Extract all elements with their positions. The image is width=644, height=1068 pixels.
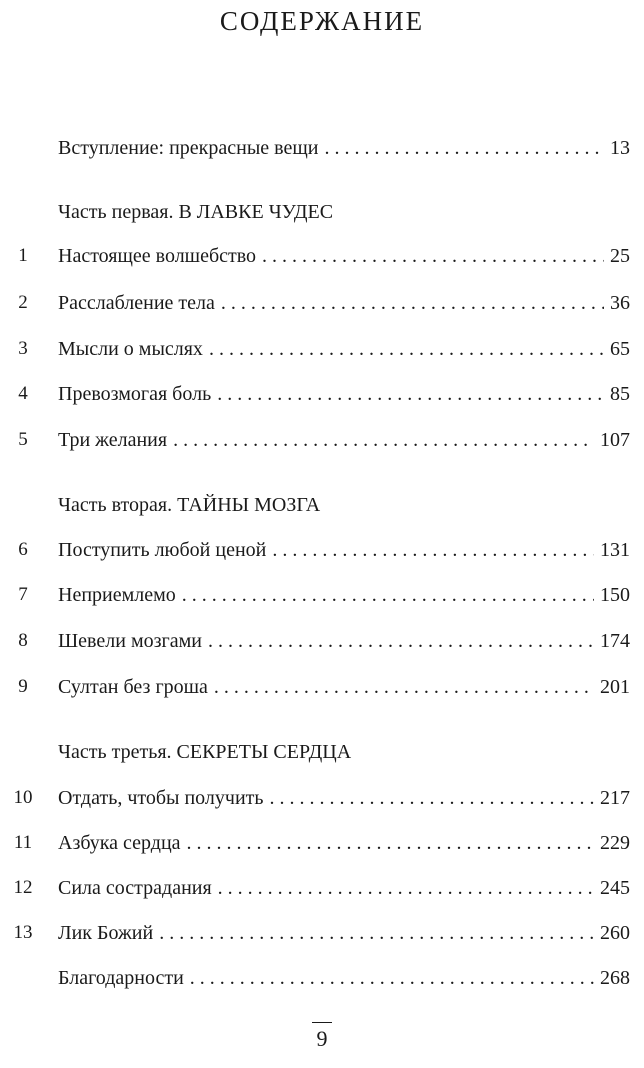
- toc-entry-1[interactable]: [0, 241, 644, 271]
- part-heading-1: Часть первая. В ЛАВКЕ ЧУДЕС: [58, 201, 334, 223]
- entry-page: 131: [600, 539, 630, 561]
- toc-entry-acknowledgements[interactable]: [0, 963, 644, 993]
- page-number: 9: [316, 1026, 328, 1051]
- toc-entry-intro[interactable]: [0, 133, 644, 163]
- toc-entry-7[interactable]: [0, 580, 644, 610]
- chapter-number: 11: [13, 832, 33, 853]
- dot-leader: [270, 783, 594, 813]
- entry-label: Отдать, чтобы получить: [58, 787, 264, 809]
- dot-leader: [218, 873, 594, 903]
- entry-page: 36: [610, 292, 630, 314]
- entry-page: 150: [600, 584, 630, 606]
- chapter-number: 6: [18, 539, 28, 560]
- chapter-number: 3: [18, 338, 28, 359]
- dot-leader: [217, 379, 604, 409]
- dot-leader: [190, 963, 594, 993]
- dot-leader: [272, 535, 594, 565]
- chapter-number: 13: [13, 922, 33, 943]
- entry-label: Сила сострадания: [58, 877, 212, 899]
- dot-leader: [221, 288, 604, 318]
- entry-label: Благодарности: [58, 967, 184, 989]
- entry-label: Настоящее волшебство: [58, 245, 257, 267]
- chapter-number: 8: [18, 630, 28, 651]
- toc-entry-11[interactable]: [0, 828, 644, 858]
- dot-leader: [209, 334, 604, 364]
- dot-leader: [214, 672, 594, 702]
- part-heading-2: Часть вторая. ТАЙНЫ МОЗГА: [58, 494, 321, 516]
- dot-leader: [208, 626, 594, 656]
- entry-label: Расслабление тела: [58, 292, 215, 314]
- entry-page: 260: [600, 922, 630, 944]
- part-heading-3: Часть третья. СЕКРЕТЫ СЕРДЦА: [58, 741, 352, 763]
- dot-leader: [182, 580, 594, 610]
- page-title: СОДЕРЖАНИЕ: [219, 6, 425, 36]
- entry-page: 268: [600, 967, 630, 989]
- toc-entry-13[interactable]: [0, 918, 644, 948]
- entry-label: Шевели мозгами: [58, 630, 202, 652]
- entry-label: Превозмогая боль: [58, 383, 212, 405]
- entry-label: Султан без гроша: [58, 676, 208, 698]
- toc-entry-8[interactable]: [0, 626, 644, 656]
- dot-leader: [262, 241, 604, 271]
- chapter-number: 4: [18, 383, 28, 404]
- toc-entry-10[interactable]: [0, 783, 644, 813]
- entry-page: 25: [610, 245, 630, 267]
- toc-entry-6[interactable]: [0, 535, 644, 565]
- entry-page: 13: [610, 137, 630, 159]
- dot-leader: [187, 828, 594, 858]
- entry-label: Поступить любой ценой: [58, 539, 267, 561]
- toc-entry-3[interactable]: [0, 334, 644, 364]
- entry-label: Вступление: прекрасные вещи: [58, 137, 319, 159]
- dot-leader: [324, 133, 604, 163]
- chapter-number: 1: [18, 245, 28, 266]
- entry-page: 174: [600, 630, 630, 652]
- entry-page: 85: [610, 383, 630, 405]
- toc-entry-5[interactable]: [0, 425, 644, 455]
- entry-label: Неприемлемо: [58, 584, 176, 606]
- entry-label: Азбука сердца: [58, 832, 181, 854]
- entry-page: 107: [600, 429, 630, 451]
- chapter-number: 9: [18, 676, 28, 697]
- chapter-number: 2: [18, 292, 28, 313]
- entry-page: 245: [600, 877, 630, 899]
- entry-page: 229: [600, 832, 630, 854]
- entry-label: Мысли о мыслях: [58, 338, 203, 360]
- chapter-number: 10: [13, 787, 33, 808]
- page-number-rule: [312, 1022, 332, 1023]
- chapter-number: 12: [13, 877, 33, 898]
- toc-entry-2[interactable]: [0, 288, 644, 318]
- dot-leader: [159, 918, 594, 948]
- entry-page: 201: [600, 676, 630, 698]
- entry-page: 65: [610, 338, 630, 360]
- entry-label: Лик Божий: [58, 922, 154, 944]
- chapter-number: 5: [18, 429, 28, 450]
- dot-leader: [173, 425, 594, 455]
- chapter-number: 7: [18, 584, 28, 605]
- entry-label: Три желания: [58, 429, 168, 451]
- toc-entry-12[interactable]: [0, 873, 644, 903]
- entry-page: 217: [600, 787, 630, 809]
- toc-entry-4[interactable]: [0, 379, 644, 409]
- toc-entry-9[interactable]: [0, 672, 644, 702]
